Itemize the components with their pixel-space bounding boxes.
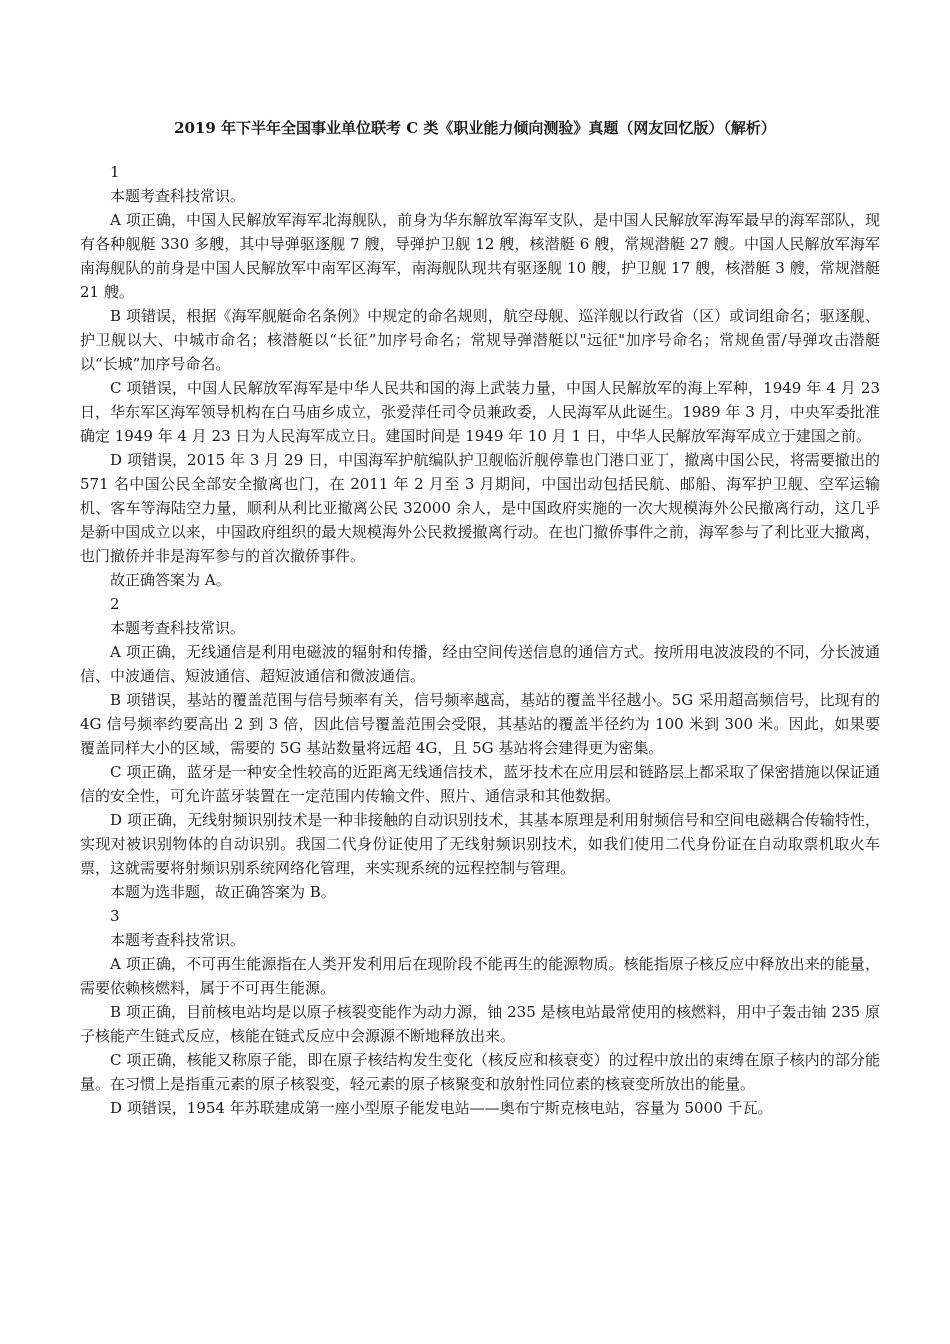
question-number: 1 [110,163,120,181]
option-paragraph: B 项错误，基站的覆盖范围与信号频率有关，信号频率越高，基站的覆盖半径越小。5G 采用超高频信号，比现有的 4G 信号频率约要高出 2 到 3 倍，因此信号覆盖范围会受限，其基站的覆盖半径约为 100 米到 300 米。因此，如果要覆盖同样大小的区域，需要的 5G 基站数量将远超 4G，且 5G 基站将会建得更为密集。 [80,691,880,757]
answer-line: 故正确答案为 A。 [110,571,231,589]
answer-line: 本题为选非题，故正确答案为 B。 [110,883,336,901]
option-paragraph: B 项正确，目前核电站均是以原子核裂变能作为动力源，铀 235 是核电站最常使用的核燃料，用中子轰击铀 235 原子核能产生链式反应，核能在链式反应中会源源不断地释放出来。 [80,1003,880,1045]
option-paragraph: A 项正确，不可再生能源指在人类开发利用后在现阶段不能再生的能源物质。核能指原子核反应中释放出来的能量，需要依赖核燃料，属于不可再生能源。 [80,955,880,997]
option-paragraph: D 项正确，无线射频识别技术是一种非接触的自动识别技术，其基本原理是利用射频信号和空间电磁耦合传输特性，实现对被识别物体的自动识别。我国二代身份证使用了无线射频识别技术，如我们使用二代身份证在自动取票机取火车票，这就需要将射频识别系统网络化管理，来实现系统的远程控制与管理。 [80,811,880,877]
option-paragraph: B 项错误，根据《海军舰艇命名条例》中规定的命名规则，航空母舰、巡洋舰以行政省（区）或词组命名；驱逐舰、护卫舰以大、中城市命名；核潜艇以“长征”加序号命名；常规导弹潜艇以"远征"加序号命名；常规鱼雷/导弹攻击潜艇以“长城”加序号命名。 [80,307,880,373]
option-paragraph: C 项错误，中国人民解放军海军是中华人民共和国的海上武装力量，中国人民解放军的海上军种，1949 年 4 月 23 日，华东军区海军领导机构在白马庙乡成立，张爱萍任司令员兼政委，人民海军从此诞生。1989 年 3 月，中央军委批准确定 1949 年 4 月 23 日为人民海军成立日。建国时间是 1949 年 10 月 1 日，中华人民解放军海军成立于建国之前。 [80,379,880,445]
option-paragraph: C 项正确，蓝牙是一种安全性较高的近距离无线通信技术，蓝牙技术在应用层和链路层上都采取了保密措施以保证通信的安全性，可允许蓝牙装置在一定范围内传输文件、照片、通信录和其他数据。 [80,763,880,805]
document-body [80,160,880,1120]
option-paragraph: A 项正确，中国人民解放军海军北海舰队，前身为华东解放军海军支队，是中国人民解放军海军最早的海军部队，现有各种舰艇 330 多艘，其中导弹驱逐舰 7 艘，导弹护卫舰 12 艘，核潜艇 6 艘，常规潜艇 27 艘。中国人民解放军海军南海舰队的前身是中国人民解放军中南军区海军，南海舰队现共有驱逐舰 10 艘，护卫舰 17 艘，核潜艇 3 艘，常规潜艇 21 艘。 [80,211,880,301]
question-intro: 本题考查科技常识。 [110,931,246,949]
question-number: 2 [110,595,120,613]
option-paragraph: C 项正确，核能又称原子能，即在原子核结构发生变化（核反应和核衰变）的过程中放出的束缚在原子核内的部分能量。在习惯上是指重元素的原子核裂变，轻元素的原子核聚变和放射性同位素的核衰变所放出的能量。 [80,1051,880,1093]
question-intro: 本题考查科技常识。 [110,187,246,205]
option-paragraph: D 项错误，1954 年苏联建成第一座小型原子能发电站——奥布宁斯克核电站，容量为 5000 千瓦。 [110,1099,773,1117]
question-number: 3 [110,907,120,925]
option-paragraph: D 项错误，2015 年 3 月 29 日，中国海军护航编队护卫舰临沂舰停靠也门港口亚丁，撤离中国公民，将需要撤出的 571 名中国公民全部安全撤离也门，在 2011 年 2 月至 3 月期间，中国出动包括民航、邮船、海军护卫舰、空军运输机、客车等海陆空力量，顺利从利比亚撤离公民 32000 余人，是中国政府实施的一次大规模海外公民撤离行动，这几乎是新中国成立以来，中国政府组织的最大规模海外公民救援撤离行动。在也门撤侨事件之前，海军参与了利比亚大撤离，也门撤侨并非是海军参与的首次撤侨事件。 [80,451,880,565]
option-paragraph: A 项正确，无线通信是利用电磁波的辐射和传播，经由空间传送信息的通信方式。按所用电波波段的不同，分长波通信、中波通信、短波通信、超短波通信和微波通信。 [80,643,880,685]
document-title: 2019 年下半年全国事业单位联考 C 类《职业能力倾向测验》真题（网友回忆版）（解析） [174,119,776,137]
question-intro: 本题考查科技常识。 [110,619,246,637]
